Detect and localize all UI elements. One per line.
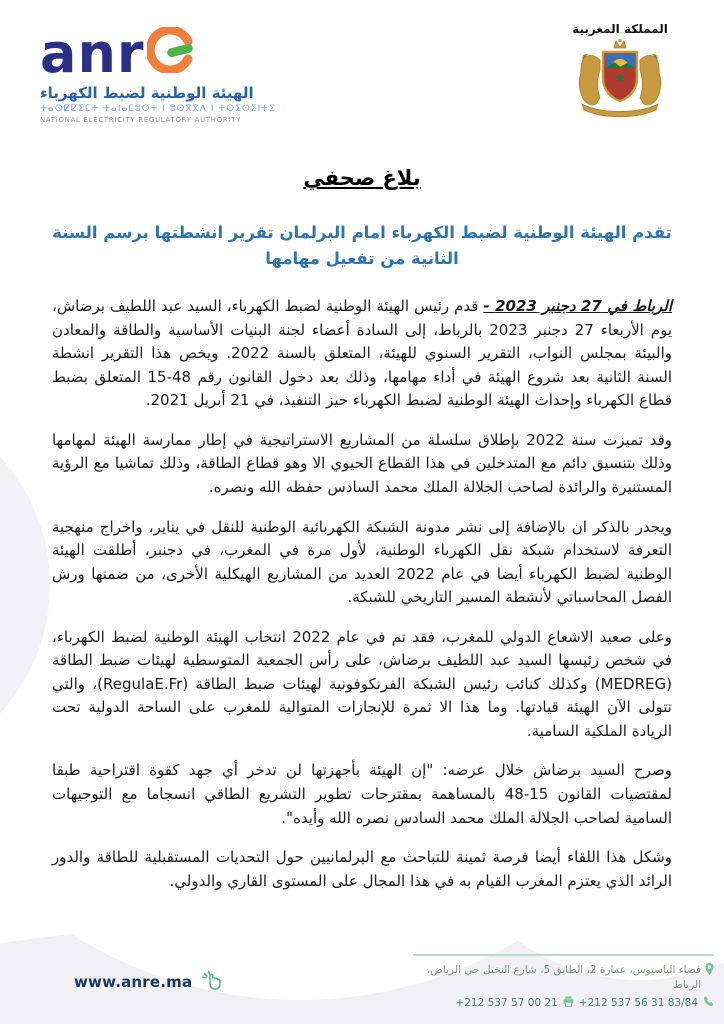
address-text: فضاء الباسيوس، عمارة 2، الطابق 5، شارع النخيل حي الرياض، الرباط bbox=[426, 963, 701, 992]
logo-arabic-name: الهيئة الوطنية لضبط الكهرباء bbox=[40, 84, 254, 102]
fax-printer-icon bbox=[563, 996, 574, 1010]
morocco-coat-of-arms-icon bbox=[570, 38, 670, 124]
fax-number: +212 537 57 00 21 bbox=[455, 997, 558, 1009]
logo-e-icon bbox=[147, 27, 193, 77]
location-pin-icon bbox=[705, 963, 714, 981]
phone-line bbox=[413, 996, 714, 1010]
address-line bbox=[413, 963, 714, 995]
paragraph: ويجدر بالذكر ان بالإضافة إلى نشر مدونة الشبكة الكهربائية الوطنية للنقل في يناير، واخراج منهجية التعرفة لاستخدام شبكة نقل الكهرباء الوطنية، لأول مرة في المغرب، في دجنبر، أطلقت الهيئة الوطنية لضبط الكهرباء أيضا في عام 2022 العديد من المشاريع الهيكلية الأخرى، من ضمنها ورش الفصل المحاسباتي لأنشطة المسير التاريخي للشبكة. bbox=[52, 517, 672, 607]
paragraph: وعلى صعيد الاشعاع الدولي للمغرب، فقد تم في عام 2022 انتخاب الهيئة الوطنية لضبط الكهرباء، في شخص رئيسها السيد عبد اللطيف برضاش، على رأس الجمعية المتوسطية لهيئات ضبط الطاقة (MEDREG) وكذلك كنائب رئيس الشبكة الفرنكوفونية لهيئات ضبط الطاقة (RegulaE.Fr)، والتي تتولى الآن الهيئة قيادتها. وما هذا الا ثمرة للإنجازات المتوالية للمغرب على الساحة الدولية تحت الريادة الملكية السامية. bbox=[52, 627, 672, 740]
paragraph bbox=[52, 295, 672, 413]
phone-icon bbox=[703, 996, 714, 1010]
phone-number: +212 537 56 31 83/84 bbox=[578, 997, 698, 1009]
hand-click-icon bbox=[200, 968, 224, 996]
anre-logo bbox=[40, 22, 276, 124]
kingdom-block bbox=[560, 22, 680, 124]
paragraph: وقد تميزت سنة 2022 بإطلاق سلسلة من المشاريع الاستراتيجية في إطار ممارسة الهيئة لمهامها وذلك بتنسيق دائم مع المتدخلين في هذا القطاع الحيوي الا وهو قطاع الطاقة، وذلك تماشيا مع الرؤية المستنيرة والرائدة لصاحب الجلالة الملك محمد السادس حفظه الله ونصره. bbox=[52, 430, 673, 496]
footer bbox=[0, 954, 724, 1011]
website-link[interactable]: www.anre.ma bbox=[74, 973, 193, 991]
anre-wordmark bbox=[40, 22, 193, 85]
footer-website bbox=[74, 968, 224, 1010]
footer-divider bbox=[413, 954, 714, 956]
logo-english-name: NATIONAL ELECTRICITY REGULATORY AUTHORITY bbox=[40, 116, 242, 124]
paragraph: وشكل هذا اللقاء أيضا فرصة ثمينة للتباحث مع البرلمانيين حول التحديات المستقبلية للطاقة والدور الرائد الذي يعتزم المغرب القيام به في هذا المجال على المستوى القاري والدولي. bbox=[52, 848, 672, 890]
kingdom-label: المملكة المغربية bbox=[572, 22, 668, 36]
footer-contact bbox=[409, 954, 714, 1011]
page-subtitle: تقدم الهيئة الوطنية لضبط الكهرباء امام البرلمان تقرير انشطتها برسم السنة الثانية من تفعيل مهامها bbox=[52, 223, 672, 268]
page-title: بلاغ صحفي bbox=[303, 166, 421, 190]
press-release-body bbox=[52, 295, 672, 893]
paragraph-text: قدم رئيس الهيئة الوطنية لضبط الكهرباء، السيد عبد اللطيف برضاش، يوم الأربعاء 27 دجنبر 2023 بالرباط، إلى السادة أعضاء لجنة البنيات الأساسية والطاقة والمعادن والبيئة بمجلس النواب، التقرير السنوي للهيئة، المتعلق بالسنة 2022. ويخص هذا التقرير انشطة السنة الثانية بعد شروع الهيئة في أداء مهامها، وذلك بعد دخول القانون رقم 48-15 المتعلق بضبط قطاع الكهرباء وإحداث الهيئة الوطنية لضبط الكهرباء حيز التنفيذ، في 21 أبريل 2021. bbox=[52, 297, 672, 410]
logo-tifinagh-name: ⵜⴰⵙⵇⵇⵉⵎⵜ ⵜⴰⵏⴰⵎⵓⵔⵜ ⵏ ⵓⵙⴳⴳⴷ ⵏ ⵜⵔⵉⵙⵉⵏⵜⵉ bbox=[40, 104, 276, 114]
header bbox=[0, 0, 724, 124]
paragraph: وصرح السيد برضاش خلال عرضه: "إن الهيئة بأجهزتها لن تدخر أي جهد كقوة اقتراحية طبقا لمقتضيات القانون 15-48 بالمساهمة بمقترحات تطوير التشريع الطاقي انسجاما مع التوجيهات السامية لصاحب الجلالة الملك محمد السادس نصره الله وأيده". bbox=[52, 761, 672, 827]
dateline: الرباط في 27 دجنبر 2023 - bbox=[483, 297, 672, 316]
logo-letters: anr bbox=[40, 22, 145, 85]
